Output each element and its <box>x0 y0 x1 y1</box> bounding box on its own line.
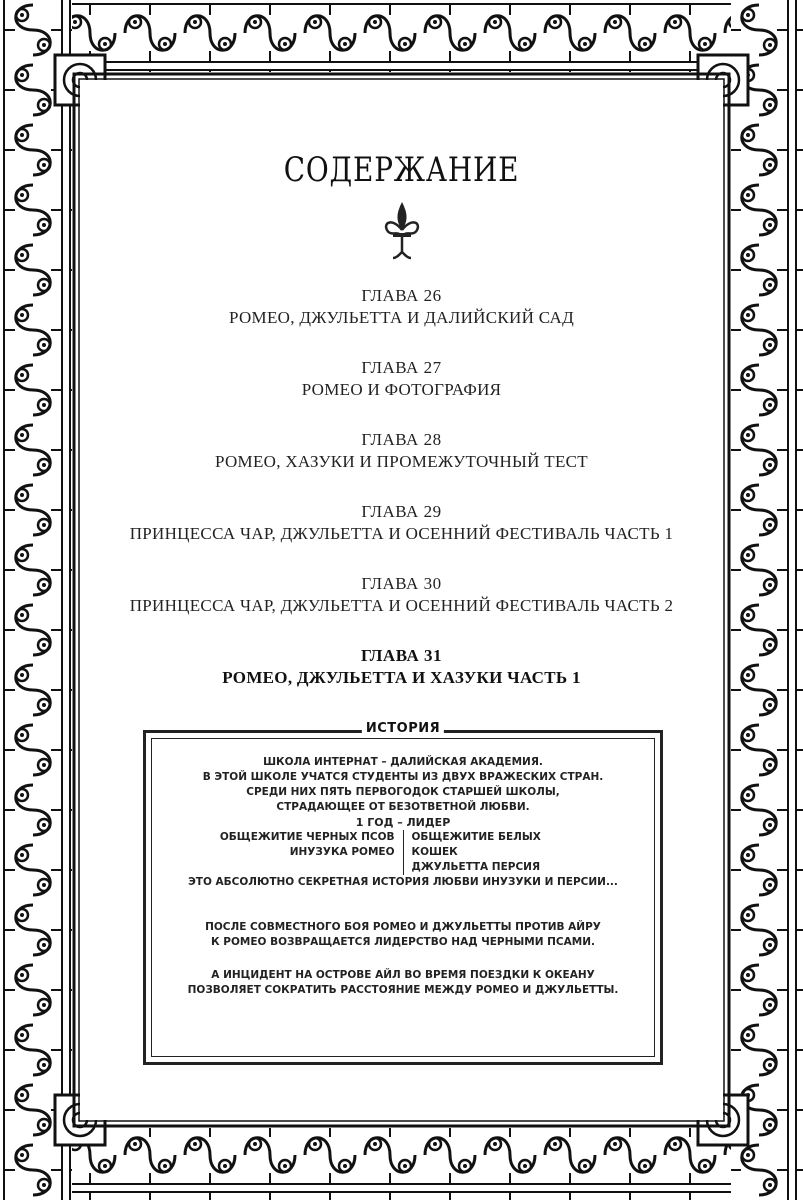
secret-line: ЭТО АБСОЛЮТНО СЕКРЕТНАЯ ИСТОРИЯ ЛЮБВИ ИНУЗУКИ И ПЕРСИИ... <box>188 876 618 888</box>
chapter-number: ГЛАВА 27 <box>361 358 442 377</box>
summary-line: К РОМЕО ВОЗВРАЩАЕТСЯ ЛИДЕРСТВО НАД ЧЕРНЫМИ ПСАМИ. <box>211 936 595 948</box>
dorm-name: ОБЩЕЖИТИЕ ЧЕРНЫХ ПСОВ <box>219 831 395 843</box>
summary-line: А ИНЦИДЕНТ НА ОСТРОВЕ АЙЛ ВО ВРЕМЯ ПОЕЗДКИ К ОКЕАНУ <box>211 969 595 981</box>
dorm-black-dogs <box>220 830 403 875</box>
story-box <box>143 721 663 1065</box>
chapter-title: ПРИНЦЕССА ЧАР, ДЖУЛЬЕТТА И ОСЕННИЙ ФЕСТИВАЛЬ ЧАСТЬ 2 <box>129 596 674 615</box>
story-line: ШКОЛА ИНТЕРНАТ – ДАЛИЙСКАЯ АКАДЕМИЯ. <box>263 756 543 768</box>
chapter-item <box>80 357 723 401</box>
chapter-item <box>80 285 723 329</box>
chapter-title: РОМЕО, ДЖУЛЬЕТТА И ДАЛИЙСКИЙ САД <box>229 308 574 327</box>
chapter-title: ПРИНЦЕССА ЧАР, ДЖУЛЬЕТТА И ОСЕННИЙ ФЕСТИВАЛЬ ЧАСТЬ 1 <box>129 524 674 543</box>
leader-line: 1 ГОД – ЛИДЕР <box>355 816 451 829</box>
dorm-name: ОБЩЕЖИТИЕ БЕЛЫХ КОШЕК <box>411 831 541 858</box>
dorm-columns <box>156 830 650 875</box>
chapter-list <box>80 285 723 717</box>
dorm-leader-name: ИНУЗУКА РОМЕО <box>289 846 395 858</box>
story-text <box>156 755 650 998</box>
chapter-item <box>80 573 723 617</box>
story-line: СРЕДИ НИХ ПЯТЬ ПЕРВОГОДОК СТАРШЕЙ ШКОЛЫ, <box>246 786 560 798</box>
chapter-number: ГЛАВА 28 <box>361 430 442 449</box>
chapter-title: РОМЕО, ДЖУЛЬЕТТА И ХАЗУКИ ЧАСТЬ 1 <box>222 668 581 687</box>
page-title: СОДЕРЖАНИЕ <box>283 150 520 190</box>
summary-line: ПОЗВОЛЯЕТ СОКРАТИТЬ РАССТОЯНИЕ МЕЖДУ РОМЕО И ДЖУЛЬЕТТЫ. <box>187 984 619 996</box>
chapter-number: ГЛАВА 29 <box>361 502 442 521</box>
chapter-title: РОМЕО, ХАЗУКИ И ПРОМЕЖУТОЧНЫЙ ТЕСТ <box>215 452 588 471</box>
story-line: СТРАДАЮЩЕЕ ОТ БЕЗОТВЕТНОЙ ЛЮБВИ. <box>276 801 530 813</box>
chapter-item-current <box>80 645 723 689</box>
chapter-number: ГЛАВА 26 <box>361 286 442 305</box>
story-line: В ЭТОЙ ШКОЛЕ УЧАТСЯ СТУДЕНТЫ ИЗ ДВУХ ВРАЖЕСКИХ СТРАН. <box>202 771 604 783</box>
dorm-white-cats <box>404 830 587 875</box>
dorm-leader-name: ДЖУЛЬЕТТА ПЕРСИЯ <box>411 861 541 873</box>
chapter-item <box>80 429 723 473</box>
content-area <box>80 80 723 1120</box>
chapter-number: ГЛАВА 31 <box>361 646 442 665</box>
story-label: ИСТОРИЯ <box>362 721 444 736</box>
chapter-item <box>80 501 723 545</box>
summary-line: ПОСЛЕ СОВМЕСТНОГО БОЯ РОМЕО И ДЖУЛЬЕТТЫ ПРОТИВ АЙРУ <box>205 921 601 933</box>
chapter-number: ГЛАВА 30 <box>361 574 442 593</box>
chapter-title: РОМЕО И ФОТОГРАФИЯ <box>301 380 502 399</box>
fleur-de-lis-icon <box>381 200 423 260</box>
